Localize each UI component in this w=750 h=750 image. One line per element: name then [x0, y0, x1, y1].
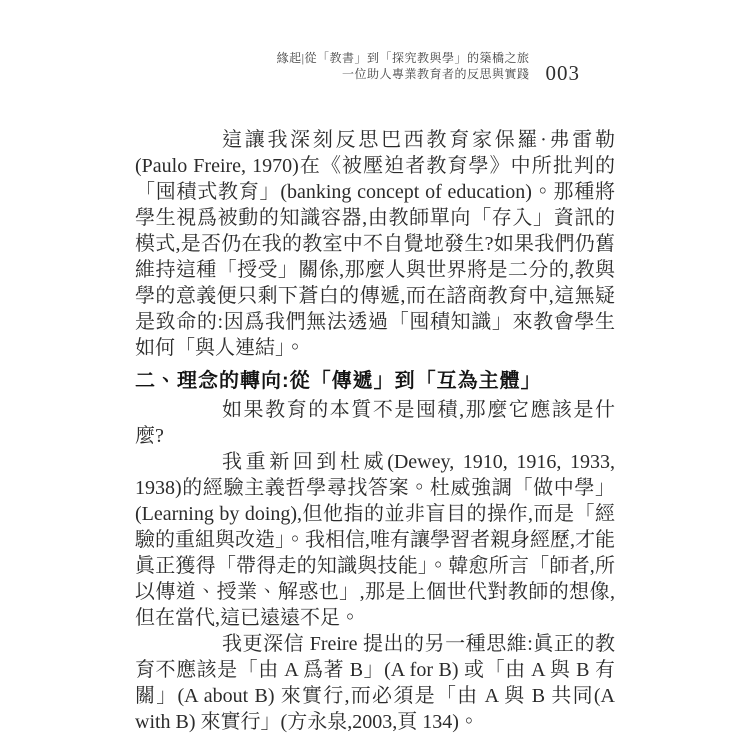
paragraph-3: 我重新回到杜威(Dewey, 1910, 1916, 1933, 1938)的經驗主義哲學尋找答案。杜威強調「做中學」(Learning by doing),但他指的並非盲目的操作,而是「經驗的重組與改造」。我相信,唯有讓學習者親身經歷,才能眞正獲得「帶得走的知識與技能」。韓愈所言「師者,所以傳道、授業、解惑也」,那是上個世代對教師的想像,但在當代,這已遠遠不足。 [135, 451, 615, 629]
running-head-titles [277, 50, 530, 82]
paragraph-2: 如果教育的本質不是囤積,那麼它應該是什麼? [135, 399, 615, 447]
paragraph-4: 我更深信 Freire 提出的另一種思維:眞正的教育不應該是「由 A 爲著 B」(A for B) 或「由 A 與 B 有關」(A about B) 來實行,而必須是「由 A 與 B 共同(A with B) 來實行」(方永泉,2003,頁 134)。 [135, 633, 615, 733]
running-head-chapter-title: 緣起|從「教書」到「探究教與學」的築橋之旅 [276, 51, 530, 65]
page-body [135, 127, 615, 735]
running-head [276, 50, 580, 85]
page-number: 003 [545, 61, 580, 85]
paragraph-1: 這讓我深刻反思巴西教育家保羅·弗雷勒(Paulo Freire, 1970)在《被壓迫者教育學》中所批判的「囤積式教育」(banking concept of education)。那種將學生視爲被動的知識容器,由教師單向「存入」資訊的模式,是否仍在我的教室中不自覺地發生?如果我們仍舊維持這種「授受」關係,那麼人與世界將是二分的,教與學的意義便只剩下蒼白的傳遞,而在諮商教育中,這無疑是致命的:因爲我們無法透過「囤積知識」來教會學生如何「與人連結」。 [135, 129, 615, 359]
running-head-subtitle: 一位助人專業教育者的反思與實踐 [341, 67, 530, 81]
section-heading: 二、理念的轉向:從「傳遞」到「互為主體」 [135, 370, 542, 392]
